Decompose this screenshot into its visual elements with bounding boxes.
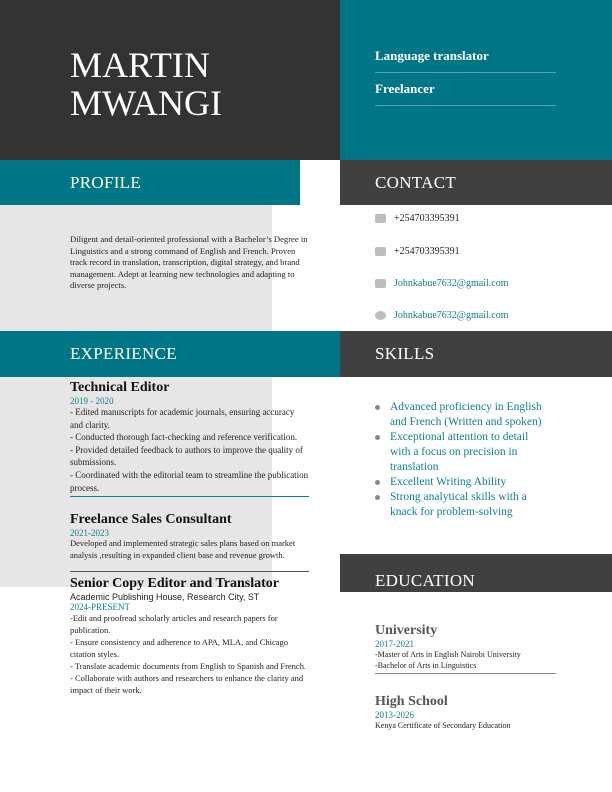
job-dates: 2019 - 2020 <box>70 396 114 406</box>
job-line: Developed and implemented strategic sales plans based on market analysis ,resulting in expanded client base and revenue growth. <box>70 538 296 560</box>
skills-list <box>375 400 550 520</box>
contact-email[interactable] <box>375 278 508 289</box>
contact-value: Johnkabue7632@gmail.com <box>394 278 509 289</box>
heading-text: EDUCATION <box>375 571 475 590</box>
contact-value: +254703395391 <box>394 213 460 224</box>
experience-item <box>70 512 309 572</box>
job-line: - Coordinated with the editorial team to streamline the publication process. <box>70 469 309 493</box>
job-line: - Collaborate with authors and researchers to enhance the clarity and impact of their work. <box>70 673 304 696</box>
last-name: MWANGI <box>70 83 222 123</box>
job-title: Senior Copy Editor and Translator <box>70 576 280 592</box>
name <box>70 46 222 122</box>
contact-chat[interactable] <box>375 246 460 257</box>
education-item <box>375 623 556 674</box>
job-line: - Edited manuscripts for academic journals, ensuring accuracy and clarity. <box>70 407 295 430</box>
job-title: Freelancer <box>375 73 556 106</box>
school-dates: 2013-2026 <box>375 710 414 720</box>
profile-text: Diligent and detail-oriented professional with a Bachelor’s Degree in Linguistics and a strong command of English and French. Proven track record in translation, transcription, digital strategy, and brand management. Adept at learning new technologies and adapting to diverse projects. <box>70 234 308 291</box>
school-name: High School <box>375 694 448 709</box>
job-title: Language translator <box>375 48 556 73</box>
job-title: Freelance Sales Consultant <box>70 512 232 528</box>
heading-text: SKILLS <box>375 344 435 363</box>
skill-item: Advanced proficiency in English and French (Written and spoken) <box>375 400 550 430</box>
experience-heading <box>0 331 340 377</box>
education-heading <box>340 554 612 592</box>
job-line: - Translate academic documents from English to Spanish and French. <box>70 661 307 672</box>
education-item <box>375 694 556 731</box>
skills-heading <box>340 331 612 377</box>
job-line: - Conducted thorough fact-checking and reference verification. <box>70 432 298 443</box>
job-dates: 2024-PRESENT <box>70 602 131 613</box>
contact-heading <box>340 160 612 205</box>
job-title: Technical Editor <box>70 380 170 395</box>
education-list <box>375 623 556 731</box>
degree-line: Kenya Certificate of Secondary Education <box>375 721 511 730</box>
job-titles <box>375 48 556 106</box>
experience-item <box>70 576 309 696</box>
contact-value: Johnkabue7632@gmail.com <box>394 310 509 321</box>
heading-text: CONTACT <box>375 172 457 192</box>
degree-line: -Bachelor of Arts in Linguistics <box>375 661 477 670</box>
contact-phone[interactable] <box>375 213 460 224</box>
school-name: University <box>375 623 438 638</box>
heading-text: PROFILE <box>70 172 142 192</box>
job-line: - Provided detailed feedback to authors to improve the quality of submissions. <box>70 444 303 468</box>
job-line: -Edit and proofread scholarly articles and research papers for publication. <box>70 613 278 636</box>
degree-line: -Master of Arts in English Nairobi University <box>375 650 521 659</box>
job-line: - Ensure consistency and adherence to APA, MLA, and Chicago citation styles. <box>70 637 289 660</box>
contact-web[interactable] <box>375 310 508 321</box>
skill-item: Excellent Writing Ability <box>375 475 550 490</box>
skill-item: Strong analytical skills with a knack for problem-solving <box>375 490 550 520</box>
job-company: Academic Publishing House, Research City, ST <box>70 592 260 603</box>
heading-text: EXPERIENCE <box>70 344 177 363</box>
skill-item: Exceptional attention to detail with a focus on precision in translation <box>375 430 550 475</box>
globe-icon <box>375 311 386 320</box>
contact-value: +254703395391 <box>394 246 460 257</box>
experience-list <box>70 380 309 696</box>
email-icon <box>375 279 386 288</box>
chat-icon <box>375 247 386 256</box>
school-dates: 2017-2021 <box>375 639 414 649</box>
phone-icon <box>375 214 386 223</box>
first-name: MARTIN <box>70 45 210 85</box>
profile-heading <box>0 160 300 205</box>
job-dates: 2021-2023 <box>70 528 109 539</box>
experience-item <box>70 380 309 497</box>
